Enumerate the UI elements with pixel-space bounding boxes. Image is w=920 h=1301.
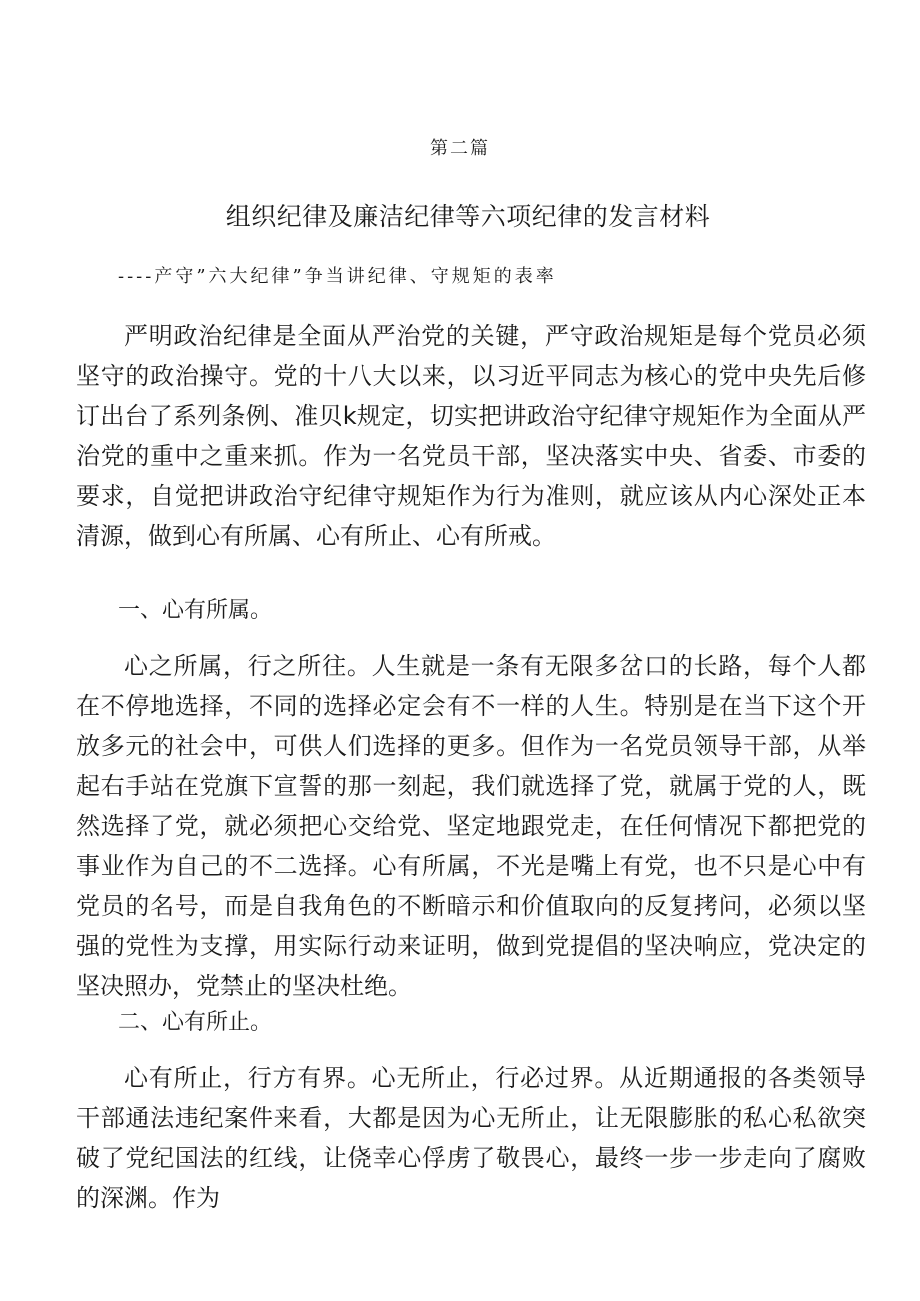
section-heading-1: 一、心有所属。 [118,598,273,623]
paragraph-section-2: 心有所止，行方有界。心无所止，行必过界。从近期通报的各类领导干部通法违纪案件来看，大都是因为心无所止，让无限膨胀的私心私欲突破了党纪国法的红线，让侥幸心俘虏了敬畏心，最终一步一步走向了腐败的深渊。作为 [76,1064,866,1212]
paragraph-intro: 严明政治纪律是全面从严治党的关键，严守政治规矩是每个党员必须坚守的政治操守。党的十八大以来，以习近平同志为核心的党中央先后修订出台了系列条例、准贝k规定，切实把讲政治守纪律守规矩作为全面从严治党的重中之重来抓。作为一名党员干部，坚决落实中央、省委、市委的要求，自觉把讲政治守纪律守规矩作为行为准则，就应该从内心深处正本清源，做到心有所属、心有所止、心有所戒。 [76,322,866,550]
paragraph-section-1: 心之所属，行之所往。人生就是一条有无限多岔口的长路，每个人都在不停地选择，不同的选择必定会有不一样的人生。特别是在当下这个开放多元的社会中，可供人们选择的更多。但作为一名党员领导干部，从举起右手站在党旗下宣誓的那一刻起，我们就选择了党，就属于党的人，既然选择了党，就必须把心交给党、坚定地跟党走，在任何情况下都把党的事业作为自己的不二选择。心有所属，不光是嘴上有党，也不只是心中有党员的名号，而是自我角色的不断暗示和价值取向的反复拷问，必须以坚强的党性为支撑，用实际行动来证明，做到党提倡的坚决响应，党决定的坚决照办，党禁止的坚决杜绝。 [76,652,866,1000]
section-heading-2: 二、心有所止。 [118,1010,273,1035]
chapter-label: 第二篇 [430,138,490,159]
document-subtitle: ----产守”六大纪律”争当讲纪律、守规矩的表率 [118,266,557,287]
document-title: 组织纪律及廉洁纪律等六项纪律的发言材料 [225,202,711,231]
